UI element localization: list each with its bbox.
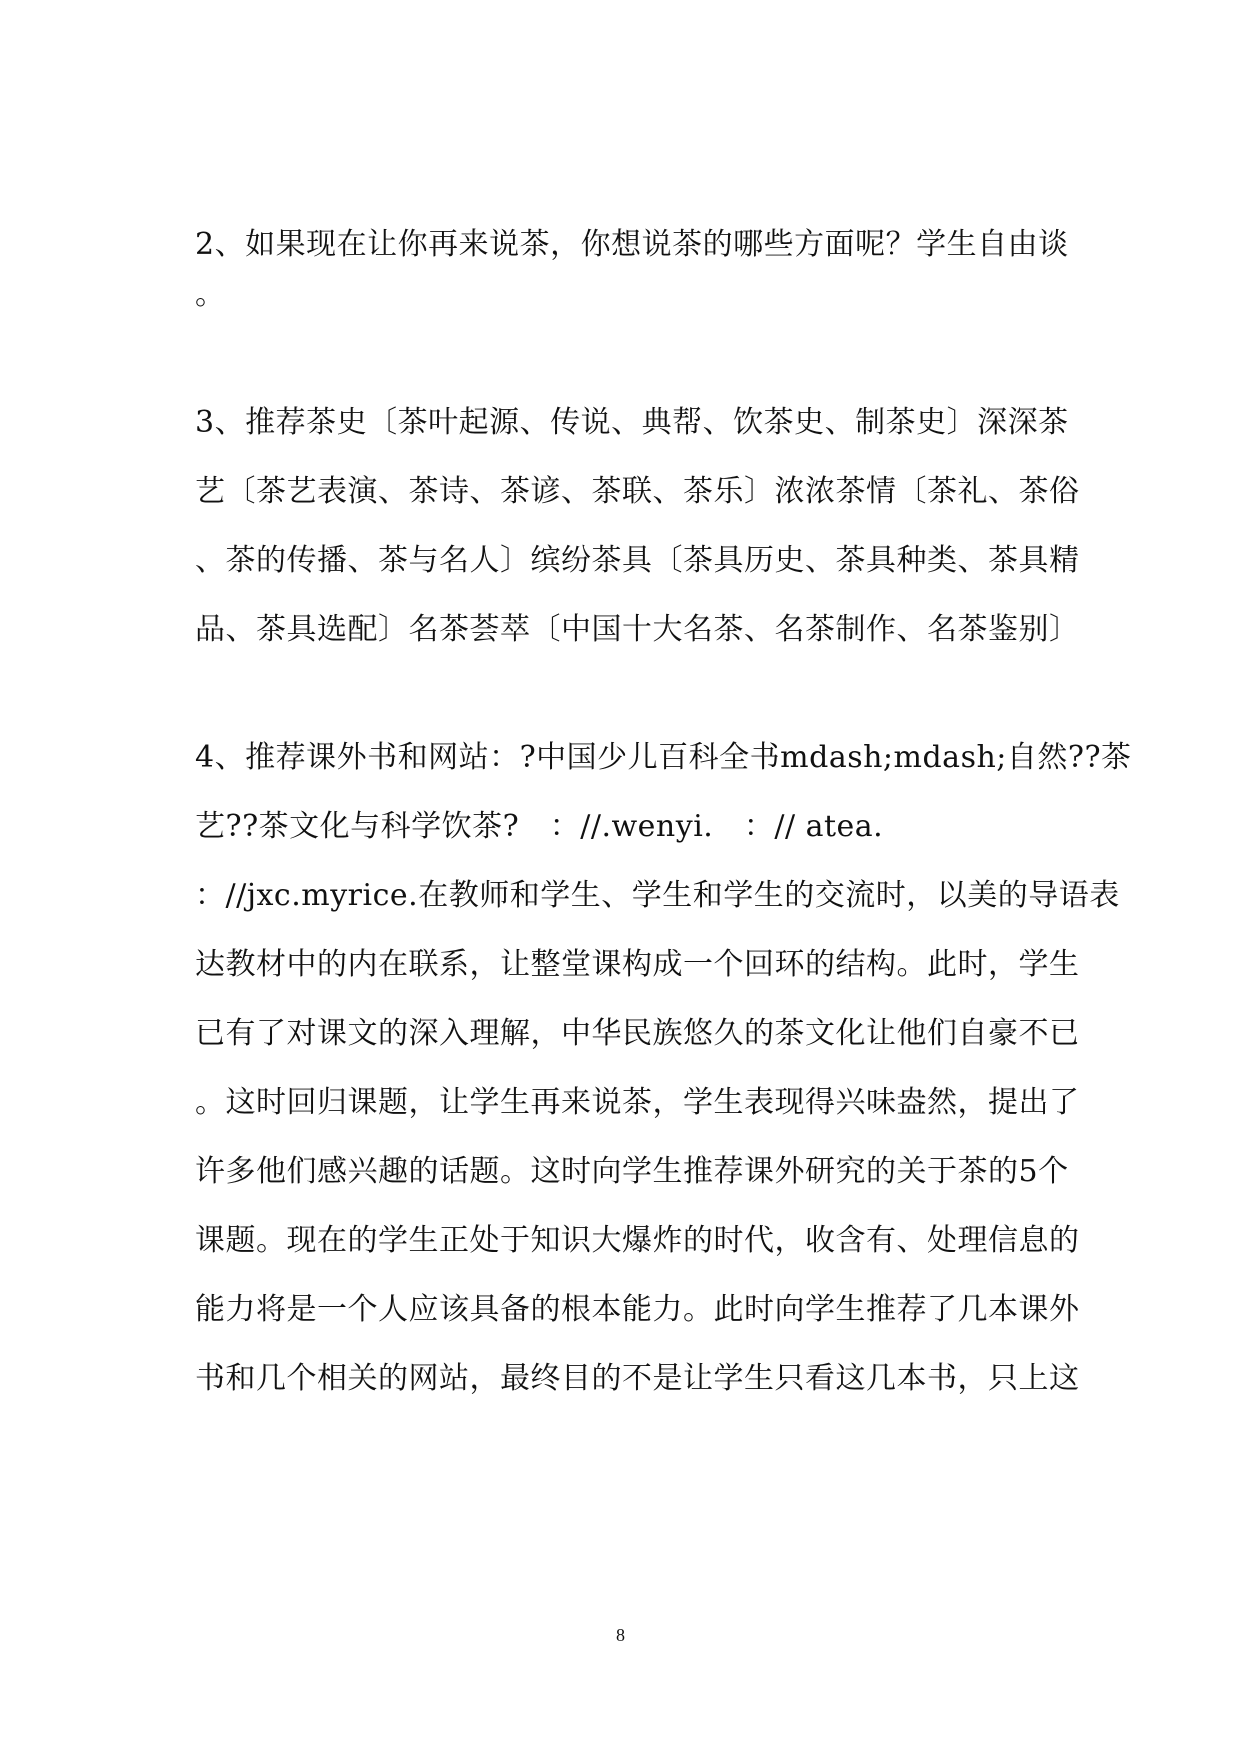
paragraph-3-line-4: 品、茶具选配〕名茶荟萃〔中国十大名茶、名茶制作、名茶鉴别〕 [195, 612, 1080, 647]
paragraph-2-line-2: 。 [195, 277, 226, 312]
paragraph-4-line-7: 许多他们感兴趣的话题。这时向学生推荐课外研究的关于茶的5个 [195, 1154, 1069, 1189]
paragraph-2-line-1: 2、如果现在让你再来说茶，你想说茶的哪些方面呢？学生自由谈 [195, 227, 1069, 262]
paragraph-4-line-8: 课题。现在的学生正处于知识大爆炸的时代，收含有、处理信息的 [195, 1223, 1080, 1258]
paragraph-4-line-9: 能力将是一个人应该具备的根本能力。此时向学生推荐了几本课外 [195, 1292, 1080, 1327]
paragraph-3-line-1: 3、推荐茶史〔茶叶起源、传说、典帮、饮茶史、制茶史〕深深茶 [195, 405, 1069, 440]
paragraph-3-line-2: 艺〔茶艺表演、茶诗、茶谚、茶联、茶乐〕浓浓茶情〔茶礼、茶俗 [195, 474, 1080, 509]
paragraph-4-line-1: 4、推荐课外书和网站：?中国少儿百科全书mdash;mdash;自然??茶 [195, 740, 1132, 775]
paragraph-4-line-5: 已有了对课文的深入理解，中华民族悠久的茶文化让他们自豪不已 [195, 1016, 1080, 1051]
paragraph-4-line-4: 达教材中的内在联系，让整堂课构成一个回环的结构。此时，学生 [195, 947, 1080, 982]
paragraph-4-line-3: ：//jxc.myrice.在教师和学生、学生和学生的交流时，以美的导语表 [195, 878, 1120, 913]
paragraph-4-line-2: 艺??茶文化与科学饮茶? ：//.wenyi. ：// atea. [195, 809, 884, 844]
paragraph-4-line-6: 。这时回归课题，让学生再来说茶，学生表现得兴味盎然，提出了 [195, 1085, 1080, 1120]
page-number: 8 [616, 1625, 625, 1645]
paragraph-4-line-10: 书和几个相关的网站，最终目的不是让学生只看这几本书，只上这 [195, 1361, 1080, 1396]
paragraph-3-line-3: 、茶的传播、茶与名人〕缤纷茶具〔茶具历史、茶具种类、茶具精 [195, 543, 1080, 578]
